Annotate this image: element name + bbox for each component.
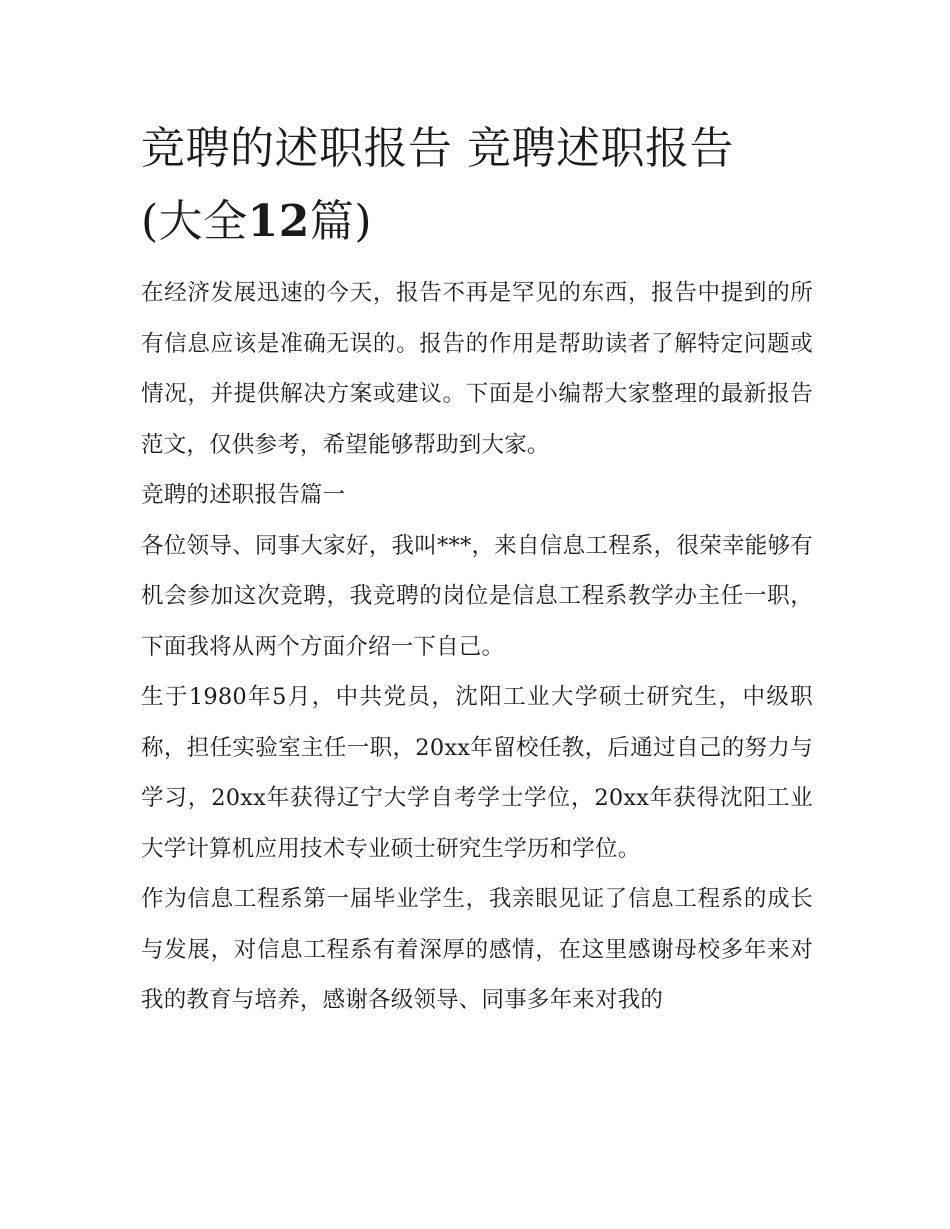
intro-paragraph: 在经济发展迅速的今天，报告不再是罕见的东西，报告中提到的所有信息应该是准确无误的。报告的作用是帮助读者了解特定问题或情况，并提供解决方案或建议。下面是小编帮大家整理的最新报告范文，仅供参考，希望能够帮助到大家。 [141,280,813,458]
greeting-paragraph: 各位领导、同事大家好，我叫***，来自信息工程系，很荣幸能够有机会参加这次竞聘，我竞聘的岗位是信息工程系教学办主任一职，下面我将从两个方面介绍一下自己。 [141,532,813,660]
title-line-2-close: 篇) [309,196,373,247]
document-content [141,112,813,1026]
section-heading: 竞聘的述职报告篇一 [141,482,346,508]
title-line-2-open: (大全 [141,196,248,247]
document-title [141,112,813,258]
document-body [141,268,813,1026]
background-paragraph: 生于1980年5月，中共党员，沈阳工业大学硕士研究生，中级职称，担任实验室主任一职，20xx年留校任教，后通过自己的努力与学习，20xx年获得辽宁大学自考学士学位，20xx年获得沈阳工业大学计算机应用技术专业硕士研究生学历和学位。 [141,684,813,862]
title-line-1: 竞聘的述职报告 竞聘述职报告 [141,123,734,174]
gratitude-paragraph: 作为信息工程系第一届毕业学生，我亲眼见证了信息工程系的成长与发展，对信息工程系有着深厚的感情，在这里感谢母校多年来对我的教育与培养，感谢各级领导、同事多年来对我的 [141,886,813,1013]
title-line-2-number: 12 [247,196,310,247]
